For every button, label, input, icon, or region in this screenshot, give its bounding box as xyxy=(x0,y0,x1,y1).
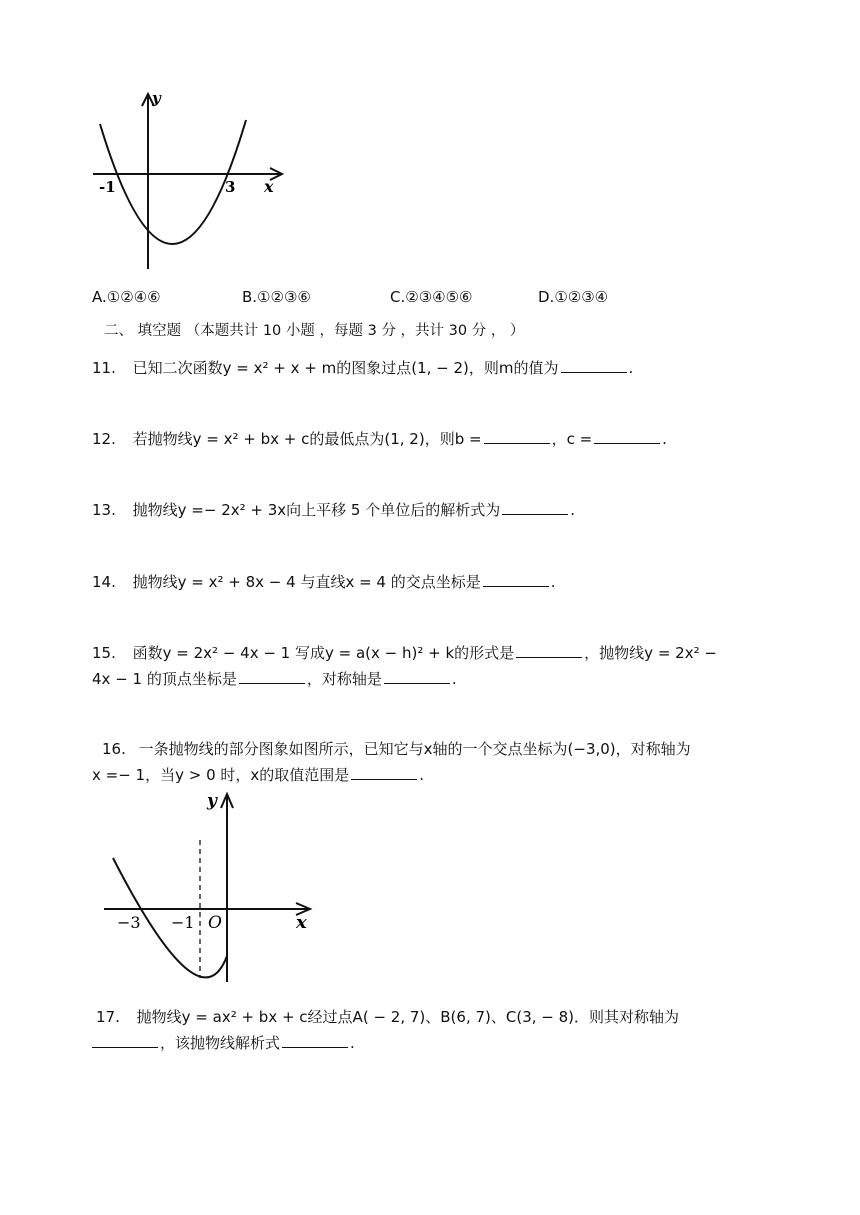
figure-2-origin-label: O xyxy=(208,913,222,933)
figure-2-parabola-graph xyxy=(100,788,320,988)
question-text: 已知二次函数y = x² + x + m的图象过点(1, − 2)，则m的值为 xyxy=(132,359,559,377)
question-text-line2: ，该抛物线解析式 xyxy=(160,1034,281,1052)
question-12 xyxy=(92,428,667,450)
option-a: A.①②④⑥ xyxy=(92,288,161,306)
question-number: 12. xyxy=(92,430,116,448)
figure-1-parabola-graph xyxy=(88,86,288,276)
question-17-line-1 xyxy=(96,1006,679,1028)
question-end: . xyxy=(451,670,457,688)
option-c: C.②③④⑤⑥ xyxy=(390,288,473,306)
answer-blank-c[interactable] xyxy=(594,429,660,444)
question-text-line2b: ，对称轴是 xyxy=(306,670,382,688)
question-end: . xyxy=(550,573,556,591)
question-14 xyxy=(92,571,556,593)
question-number: 16. xyxy=(102,740,126,758)
answer-blank[interactable] xyxy=(351,765,417,780)
question-16-line-1 xyxy=(92,738,691,760)
question-15-line-2 xyxy=(92,668,457,690)
question-number: 13. xyxy=(92,501,116,519)
question-13 xyxy=(92,499,575,521)
question-text-mid: ，c = xyxy=(551,430,593,448)
figure-1-root-right-label: 3 xyxy=(225,178,236,196)
question-end: . xyxy=(570,501,576,519)
question-number: 15. xyxy=(92,644,116,662)
question-end: . xyxy=(662,430,667,448)
question-number: 11. xyxy=(92,359,116,377)
question-text: 函数y = 2x² − 4x − 1 写成y = a(x − h)² + k的形式是 xyxy=(132,644,515,662)
figure-2-y-label: y xyxy=(207,791,217,811)
question-number: 14. xyxy=(92,573,116,591)
question-text: 抛物线y =− 2x² + 3x向上平移 5 个单位后的解析式为 xyxy=(132,501,501,519)
question-end: . xyxy=(419,766,425,784)
answer-blank[interactable] xyxy=(561,358,627,373)
figure-1-y-label: y xyxy=(152,89,161,107)
answer-blank-expression[interactable] xyxy=(282,1033,348,1048)
section-header: 二、 填空题 （本题共计 10 小题 ，每题 3 分 ，共计 30 分 ， ） xyxy=(104,323,525,339)
option-d: D.①②③④ xyxy=(538,288,609,306)
question-number: 17. xyxy=(96,1008,120,1026)
question-15-line-1 xyxy=(92,642,717,664)
question-17-line-2 xyxy=(92,1032,355,1054)
question-text-mid: ，抛物线y = 2x² − xyxy=(584,644,717,662)
question-16-line-2 xyxy=(92,764,424,786)
answer-blank[interactable] xyxy=(502,500,568,515)
question-11 xyxy=(92,357,633,379)
figure-1-x-label: x xyxy=(264,177,274,196)
figure-2-tick-minus-3: −3 xyxy=(117,913,141,932)
figure-2-tick-minus-1: −1 xyxy=(171,913,195,932)
figure-1-root-left-label: -1 xyxy=(99,178,116,196)
question-text: 一条抛物线的部分图象如图所示，已知它与x轴的一个交点坐标为(−3,0)，对称轴为 xyxy=(138,740,691,758)
answer-blank-axis[interactable] xyxy=(384,669,450,684)
answer-blank-vertex[interactable] xyxy=(239,669,305,684)
answer-blank-axis[interactable] xyxy=(92,1033,158,1048)
question-end: . xyxy=(350,1034,355,1052)
answer-blank-b[interactable] xyxy=(484,429,550,444)
question-text: 抛物线y = ax² + bx + c经过点A( − 2, 7)、B(6, 7)、C(3, − 8)．则其对称轴为 xyxy=(136,1008,680,1026)
answer-blank[interactable] xyxy=(483,572,549,587)
question-text-line2a: 4x − 1 的顶点坐标是 xyxy=(92,670,237,688)
option-b: B.①②③⑥ xyxy=(242,288,311,306)
question-text: 抛物线y = x² + 8x − 4 与直线x = 4 的交点坐标是 xyxy=(132,573,481,591)
question-end: . xyxy=(628,359,634,377)
question-text-line2: x =− 1，当y > 0 时，x的取值范围是 xyxy=(92,766,350,784)
question-text: 若抛物线y = x² + bx + c的最低点为(1, 2)，则b = xyxy=(132,430,482,448)
answer-blank-form[interactable] xyxy=(516,643,582,658)
figure-2-x-label: x xyxy=(296,912,307,933)
